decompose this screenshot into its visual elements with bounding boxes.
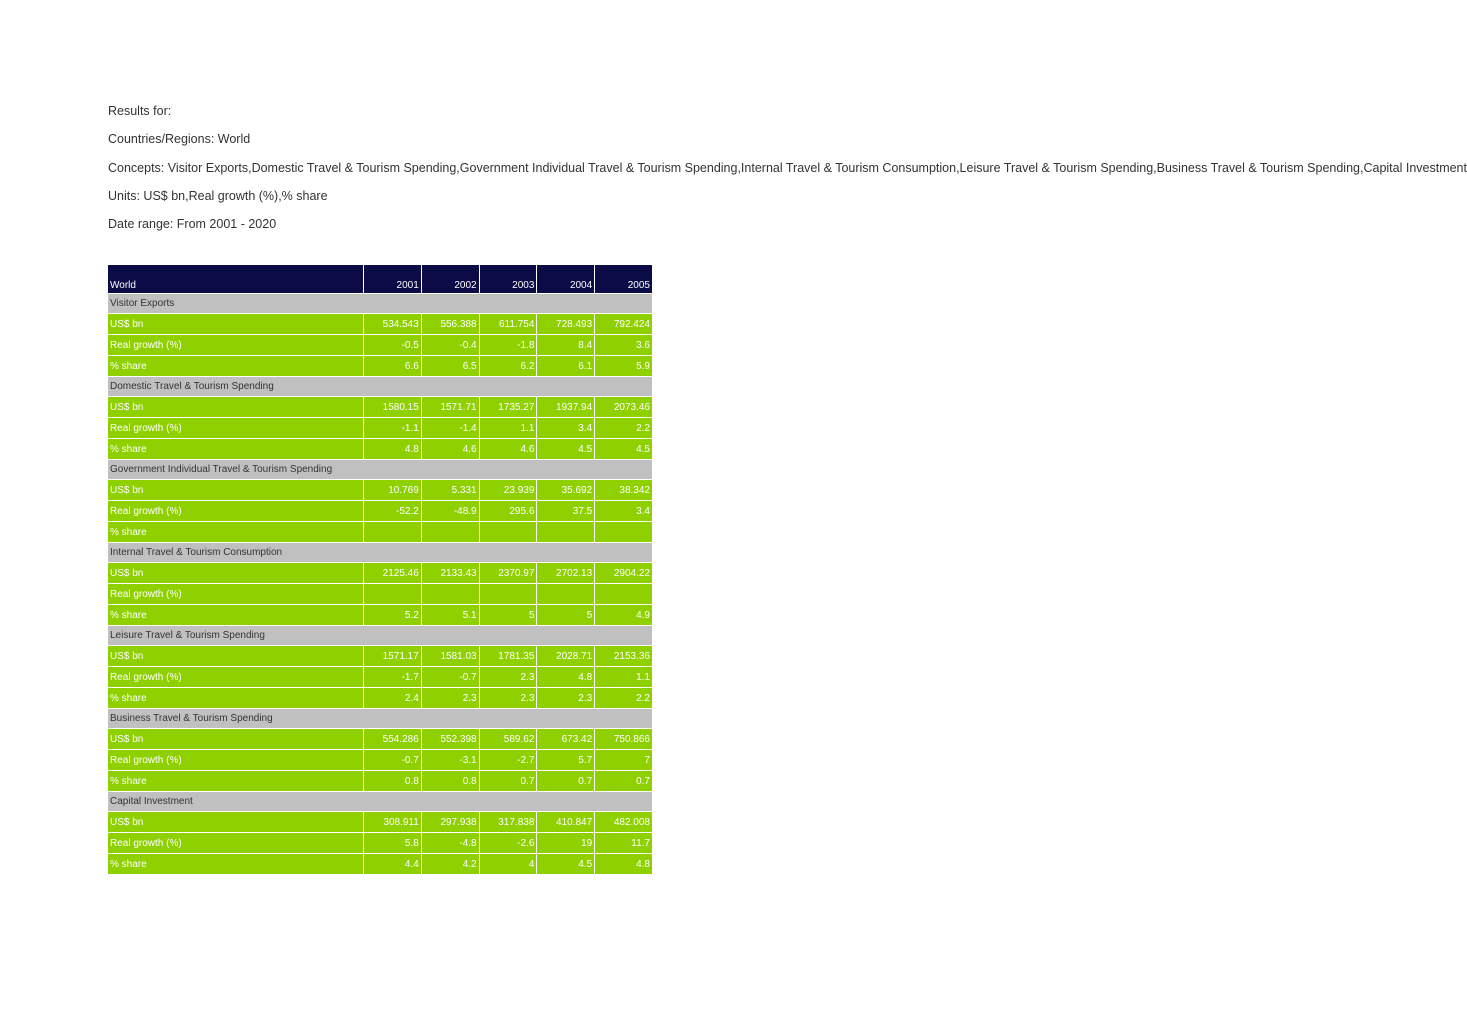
value-cell: 792.424 [595, 314, 653, 335]
row-label: Real growth (%) [108, 833, 364, 854]
category-title: Business Travel & Tourism Spending [108, 709, 653, 729]
value-cell: 297.938 [421, 812, 479, 833]
table-row [108, 335, 653, 356]
value-cell: 554.286 [364, 729, 422, 750]
value-cell: 5 [479, 605, 537, 626]
table-row [108, 605, 653, 626]
value-cell: 2702.13 [537, 563, 595, 584]
value-cell: -1.7 [364, 667, 422, 688]
table-row [108, 356, 653, 377]
table-row [108, 397, 653, 418]
date-range-line: Date range: From 2001 - 2020 [108, 217, 277, 232]
value-cell: 5 [537, 605, 595, 626]
value-cell: 4.5 [537, 854, 595, 875]
value-cell: 1.1 [595, 667, 653, 688]
table-header-row [108, 265, 653, 294]
results-table [107, 264, 653, 875]
value-cell: 4.6 [421, 439, 479, 460]
value-cell: 2153.36 [595, 646, 653, 667]
table-row [108, 563, 653, 584]
value-cell [479, 522, 537, 543]
header-cell-year: 2002 [421, 265, 479, 294]
value-cell: 4.5 [595, 439, 653, 460]
value-cell: 4 [479, 854, 537, 875]
header-cell-region: World [108, 265, 364, 294]
category-title: Capital Investment [108, 792, 653, 812]
header-cell-year: 2003 [479, 265, 537, 294]
table-row [108, 314, 653, 335]
value-cell [364, 584, 422, 605]
value-cell: 2125.46 [364, 563, 422, 584]
row-label: US$ bn [108, 812, 364, 833]
table-row [108, 667, 653, 688]
value-cell: -0.7 [421, 667, 479, 688]
category-row [108, 792, 653, 812]
value-cell: 4.6 [479, 439, 537, 460]
value-cell [364, 522, 422, 543]
value-cell: 1781.35 [479, 646, 537, 667]
row-label: US$ bn [108, 480, 364, 501]
value-cell: 2073.46 [595, 397, 653, 418]
category-row [108, 543, 653, 563]
value-cell: 2370.97 [479, 563, 537, 584]
results-for-label: Results for: [108, 104, 172, 118]
value-cell: 295.6 [479, 501, 537, 522]
value-cell: 4.4 [364, 854, 422, 875]
category-row [108, 377, 653, 397]
value-cell: -2.6 [479, 833, 537, 854]
value-cell: -3.1 [421, 750, 479, 771]
value-cell: 6.1 [537, 356, 595, 377]
category-title: Internal Travel & Tourism Consumption [108, 543, 653, 563]
row-label: US$ bn [108, 314, 364, 335]
value-cell [479, 584, 537, 605]
value-cell: 4.2 [421, 854, 479, 875]
value-cell: 2.4 [364, 688, 422, 709]
row-label: Real growth (%) [108, 750, 364, 771]
row-label: % share [108, 522, 364, 543]
value-cell: 1581.03 [421, 646, 479, 667]
value-cell: 2.3 [421, 688, 479, 709]
category-row [108, 709, 653, 729]
value-cell: 2.2 [595, 418, 653, 439]
countries-line: Countries/Regions: World [108, 132, 251, 147]
row-label: US$ bn [108, 729, 364, 750]
category-row [108, 294, 653, 314]
value-cell: 2028.71 [537, 646, 595, 667]
table-row [108, 812, 653, 833]
value-cell: 556.388 [421, 314, 479, 335]
value-cell: 7 [595, 750, 653, 771]
value-cell: 4.8 [537, 667, 595, 688]
value-cell: 0.7 [537, 771, 595, 792]
value-cell: 5.9 [595, 356, 653, 377]
category-title: Domestic Travel & Tourism Spending [108, 377, 653, 397]
value-cell: 4.5 [537, 439, 595, 460]
value-cell: 4.9 [595, 605, 653, 626]
value-cell: 5.331 [421, 480, 479, 501]
row-label: % share [108, 771, 364, 792]
value-cell: -1.8 [479, 335, 537, 356]
value-cell: 8.4 [537, 335, 595, 356]
value-cell: 308.911 [364, 812, 422, 833]
value-cell: 750.866 [595, 729, 653, 750]
value-cell [595, 522, 653, 543]
row-label: US$ bn [108, 397, 364, 418]
value-cell: -0.5 [364, 335, 422, 356]
value-cell: 4.8 [364, 439, 422, 460]
table-row [108, 480, 653, 501]
header-cell-year: 2004 [537, 265, 595, 294]
value-cell: 0.8 [421, 771, 479, 792]
header-cell-year: 2001 [364, 265, 422, 294]
value-cell: -48.9 [421, 501, 479, 522]
row-label: Real growth (%) [108, 584, 364, 605]
table-row [108, 688, 653, 709]
value-cell: 534.543 [364, 314, 422, 335]
table-row [108, 418, 653, 439]
query-summary [108, 103, 1467, 244]
table-row [108, 771, 653, 792]
table-row [108, 646, 653, 667]
value-cell: 673.42 [537, 729, 595, 750]
table-row [108, 439, 653, 460]
value-cell: -2.7 [479, 750, 537, 771]
value-cell: 6.5 [421, 356, 479, 377]
category-title: Visitor Exports [108, 294, 653, 314]
value-cell: -52.2 [364, 501, 422, 522]
value-cell: 1.1 [479, 418, 537, 439]
row-label: Real growth (%) [108, 501, 364, 522]
value-cell: 589.62 [479, 729, 537, 750]
table-row [108, 522, 653, 543]
value-cell: 482.008 [595, 812, 653, 833]
value-cell: 1571.71 [421, 397, 479, 418]
value-cell: 37.5 [537, 501, 595, 522]
value-cell: 6.6 [364, 356, 422, 377]
value-cell: 11.7 [595, 833, 653, 854]
results-table-body [108, 265, 653, 875]
value-cell: 728.493 [537, 314, 595, 335]
concepts-line: Concepts: Visitor Exports,Domestic Travel & Tourism Spending,Government Individual Travel & Tourism Spending,Internal Travel & Tourism Consumption,Leisure Travel & Tourism Spending,Business Travel & Tourism Spending,Capital Investment [108, 160, 1467, 175]
table-row [108, 584, 653, 605]
value-cell: -0.4 [421, 335, 479, 356]
value-cell: -4.8 [421, 833, 479, 854]
value-cell: -0.7 [364, 750, 422, 771]
value-cell [421, 584, 479, 605]
row-label: Real growth (%) [108, 667, 364, 688]
value-cell: 5.1 [421, 605, 479, 626]
value-cell: 23.939 [479, 480, 537, 501]
category-row [108, 626, 653, 646]
table-row [108, 750, 653, 771]
value-cell: 4.8 [595, 854, 653, 875]
value-cell: 5.2 [364, 605, 422, 626]
value-cell: 6.2 [479, 356, 537, 377]
value-cell [595, 584, 653, 605]
value-cell: 5.7 [537, 750, 595, 771]
row-label: Real growth (%) [108, 335, 364, 356]
value-cell: 2.3 [537, 688, 595, 709]
value-cell: 1580.15 [364, 397, 422, 418]
value-cell: -1.1 [364, 418, 422, 439]
table-row [108, 729, 653, 750]
value-cell: 2.3 [479, 667, 537, 688]
value-cell: 10.769 [364, 480, 422, 501]
table-row [108, 501, 653, 522]
value-cell: 2904.22 [595, 563, 653, 584]
value-cell: 2133.43 [421, 563, 479, 584]
value-cell: 5.8 [364, 833, 422, 854]
row-label: US$ bn [108, 646, 364, 667]
value-cell: 19 [537, 833, 595, 854]
value-cell: 1571.17 [364, 646, 422, 667]
row-label: % share [108, 854, 364, 875]
value-cell [537, 584, 595, 605]
value-cell: -1.4 [421, 418, 479, 439]
row-label: Real growth (%) [108, 418, 364, 439]
value-cell [421, 522, 479, 543]
value-cell: 35.692 [537, 480, 595, 501]
value-cell: 0.7 [479, 771, 537, 792]
value-cell [537, 522, 595, 543]
value-cell: 1735.27 [479, 397, 537, 418]
category-title: Government Individual Travel & Tourism Spending [108, 460, 653, 480]
value-cell: 2.2 [595, 688, 653, 709]
row-label: % share [108, 605, 364, 626]
value-cell: 3.4 [595, 501, 653, 522]
value-cell: 1937.94 [537, 397, 595, 418]
row-label: % share [108, 356, 364, 377]
table-row [108, 833, 653, 854]
category-title: Leisure Travel & Tourism Spending [108, 626, 653, 646]
value-cell: 3.4 [537, 418, 595, 439]
value-cell: 317.838 [479, 812, 537, 833]
value-cell: 611.754 [479, 314, 537, 335]
units-line: Units: US$ bn,Real growth (%),% share [108, 188, 328, 203]
value-cell: 410.847 [537, 812, 595, 833]
value-cell: 38.342 [595, 480, 653, 501]
value-cell: 0.8 [364, 771, 422, 792]
value-cell: 2.3 [479, 688, 537, 709]
table-row [108, 854, 653, 875]
header-cell-year: 2005 [595, 265, 653, 294]
value-cell: 0.7 [595, 771, 653, 792]
value-cell: 552.398 [421, 729, 479, 750]
row-label: US$ bn [108, 563, 364, 584]
results-table-container [107, 264, 652, 875]
row-label: % share [108, 439, 364, 460]
row-label: % share [108, 688, 364, 709]
value-cell: 3.6 [595, 335, 653, 356]
category-row [108, 460, 653, 480]
